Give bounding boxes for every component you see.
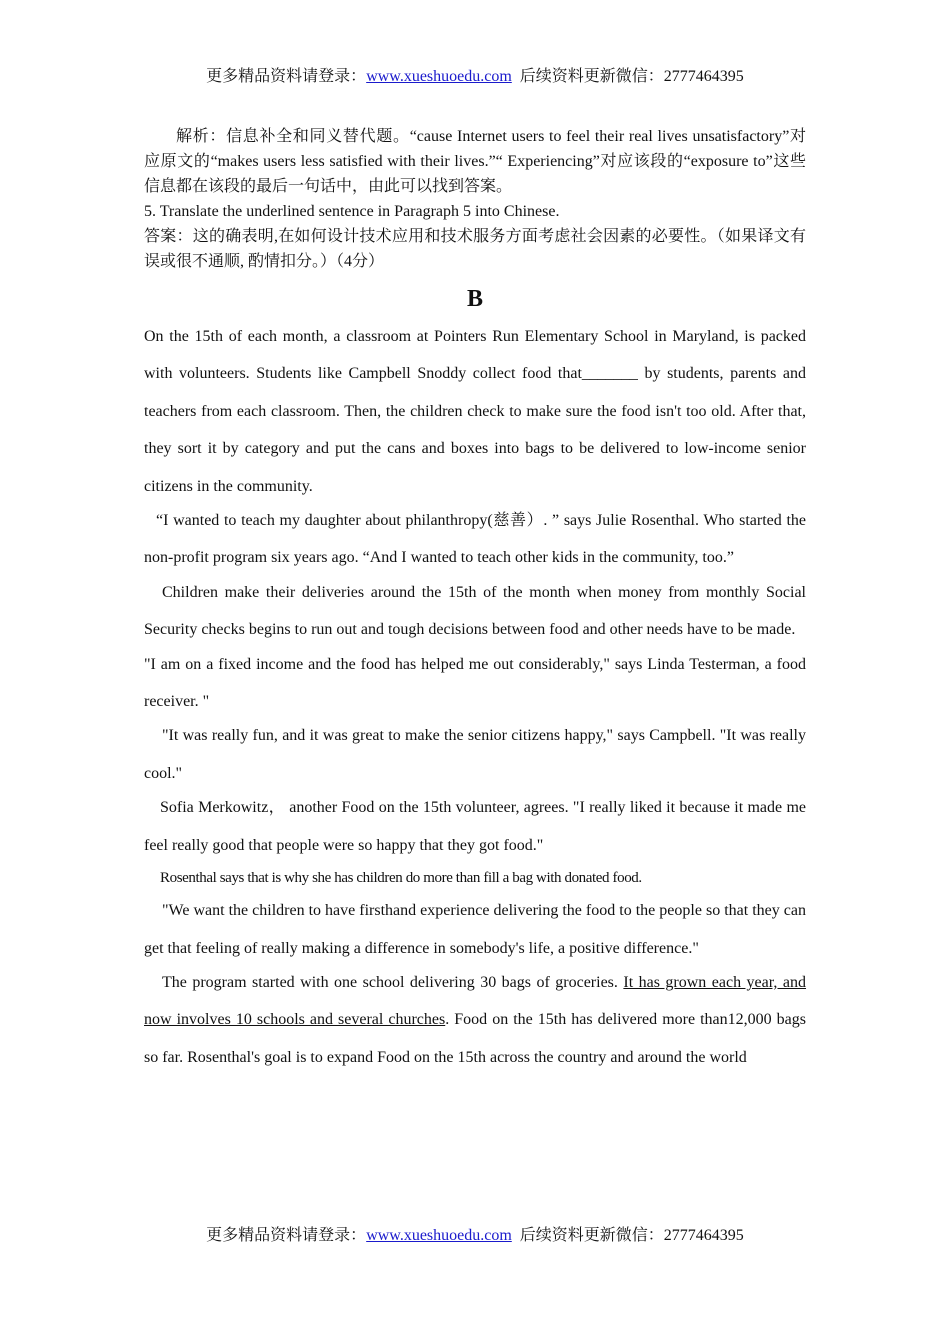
passage-paragraph-8: "We want the children to have firsthand experience delivering the food to the people so that they can get that feeling of really making a difference in somebody's life, a positive difference." <box>144 902 806 957</box>
passage-paragraph-9 <box>144 964 806 1076</box>
header-prefix: 更多精品资料请登录： <box>206 68 367 85</box>
footer-website-link[interactable]: www.xueshuoedu.com <box>366 1227 512 1244</box>
footer-prefix: 更多精品资料请登录： <box>206 1227 367 1244</box>
question-5: 5. Translate the underlined sentence in Paragraph 5 into Chinese. <box>144 203 560 220</box>
passage-paragraph-4: "I am on a fixed income and the food has helped me out considerably," says Linda Testerman, a food receiver. " <box>144 655 806 711</box>
reading-passage <box>144 318 806 1073</box>
analysis-section <box>144 124 806 274</box>
header-website-link[interactable]: www.xueshuoedu.com <box>366 68 512 85</box>
footer-suffix: 后续资料更新微信：2777464395 <box>511 1227 744 1244</box>
page-footer <box>0 1226 950 1246</box>
answer-5: 答案：这的确表明,在如何设计技术应用和技术服务方面考虑社会因素的必要性。（如果译文有误或很不通顺, 酌情扣分。）（4分） <box>144 228 806 270</box>
underlined-sentence: It has grown each year, and now involves 10 schools and several churches <box>144 973 807 1029</box>
passage-paragraph-5: "It was really fun, and it was great to make the senior citizens happy," says Campbell. "It was really cool." <box>144 727 806 782</box>
paragraph-9-end: . Food on the 15th has delivered more than12,000 bags so far. Rosenthal's goal is to expand Food on the 15th across the country and around the world <box>144 1011 806 1066</box>
passage-paragraph-1: On the 15th of each month, a classroom at Pointers Run Elementary School in Maryland, is packed with volunteers. Students like Campbell Snoddy collect food that_______ by students, parents and teachers from each classroom. Then, the children check to make sure the food isn't too old. After that, they sort it by category and put the cans and boxes into bags to be delivered to low-income senior citizens in the community. <box>144 328 806 495</box>
section-heading: B <box>466 286 483 312</box>
page-header <box>0 67 950 87</box>
paragraph-9-start: The program started with one school delivering 30 bags of groceries. <box>162 973 624 991</box>
passage-paragraph-6: Sofia Merkowitz， another Food on the 15th volunteer, agrees. "I really liked it because it made me feel really good that people were so happy that they got food." <box>144 799 806 854</box>
passage-paragraph-2: “I wanted to teach my daughter about philanthropy(慈善）. ” says Julie Rosenthal. Who started the non-profit program six years ago. “And I wanted to teach other kids in the community, too.” <box>144 512 806 567</box>
passage-paragraph-7: Rosenthal says that is why she has children do more than fill a bag with donated food. <box>160 870 642 887</box>
passage-paragraph-3: Children make their deliveries around the 15th of the month when money from monthly Social Security checks begins to run out and tough decisions between food and other needs have to be made. <box>144 583 806 639</box>
header-suffix: 后续资料更新微信：2777464395 <box>511 68 744 85</box>
analysis-explanation: 解析：信息补全和同义替代题。“cause Internet users to feel their real lives unsatisfactory”对应原文的“makes users less satisfied with their lives.”“ Experiencing”对应该段的“exposure to”这些信息都在该段的最后一句话中，由此可以找到答案。 <box>144 128 806 195</box>
